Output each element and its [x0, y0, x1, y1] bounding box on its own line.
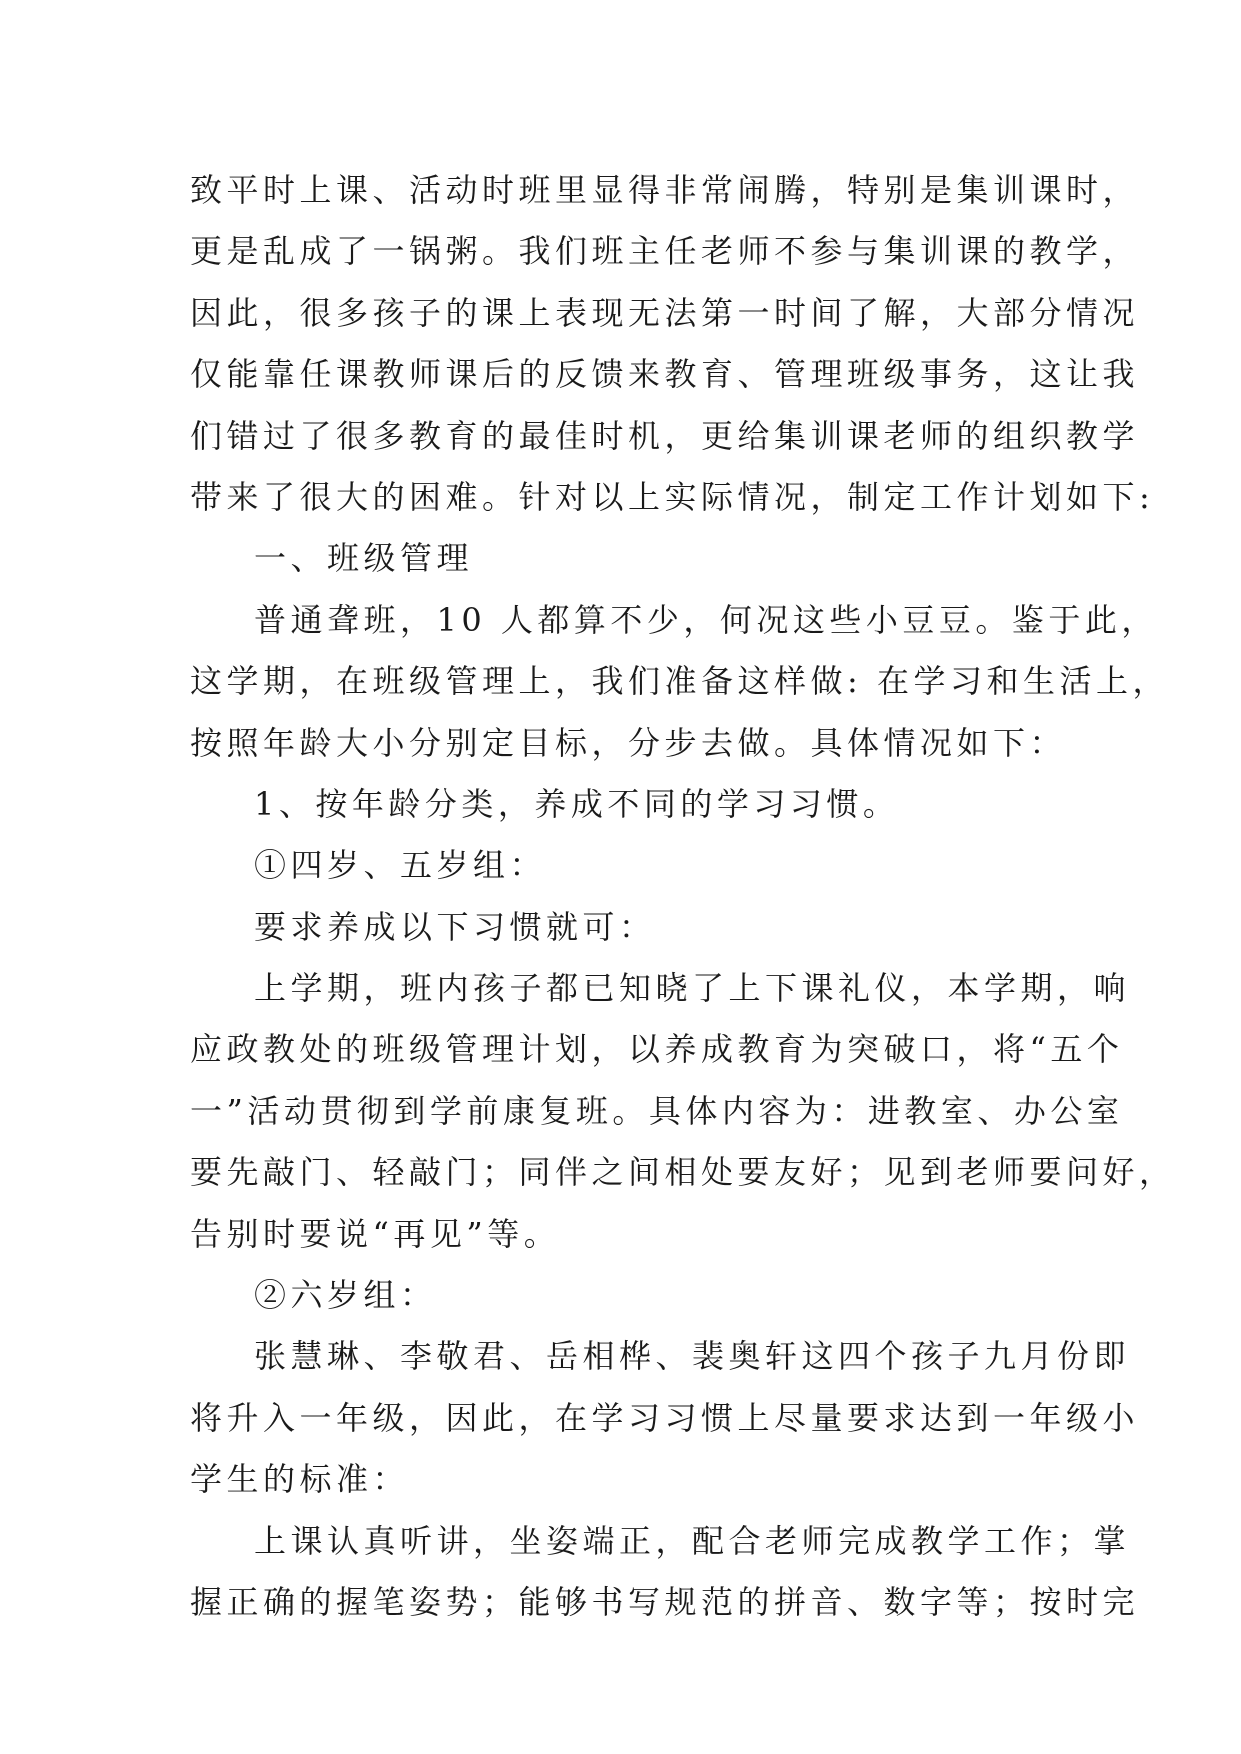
text-line: 带来了很大的困难。针对以上实际情况，制定工作计划如下:	[190, 477, 1155, 516]
text-line: 应政教处的班级管理计划，以养成教育为突破口，将“五个	[190, 1030, 1124, 1069]
text-line: 学生的标准：	[190, 1460, 410, 1499]
group-heading: ①四岁、五岁组：	[254, 846, 547, 885]
text-line: 这学期，在班级管理上，我们准备这样做: 在学习和生活上，	[190, 662, 1169, 701]
section-heading: 一、班级管理	[254, 539, 474, 578]
text-line: 普通聋班，10 人都算不少，何况这些小豆豆。鉴于此，	[254, 600, 1158, 639]
text-line: 上课认真听讲，坐姿端正，配合老师完成教学工作；掌	[254, 1521, 1131, 1560]
text-line: 致平时上课、活动时班里显得非常闹腾，特别是集训课时，	[190, 171, 1140, 209]
text-line: 要求养成以下习惯就可：	[254, 907, 656, 946]
subsection-heading: 1、按年龄分类，养成不同的学习习惯。	[254, 784, 900, 823]
text-line: 按照年龄大小分别定目标，分步去做。具体情况如下：	[190, 723, 1067, 762]
group-heading: ②六岁组：	[254, 1276, 437, 1315]
text-line: 因此，很多孩子的课上表现无法第一时间了解，大部分情况	[190, 293, 1140, 332]
text-line: 仅能靠任课教师课后的反馈来教育、管理班级事务，这让我	[190, 355, 1140, 394]
text-line: 们错过了很多教育的最佳时机，更给集训课老师的组织教学	[190, 416, 1140, 455]
text-line: 一”活动贯彻到学前康复班。具体内容为：进教室、办公室	[190, 1091, 1124, 1130]
text-line: 要先敲门、轻敲门；同伴之间相处要友好；见到老师要问好，	[190, 1153, 1176, 1192]
text-line: 握正确的握笔姿势；能够书写规范的拼音、数字等；按时完	[190, 1582, 1140, 1621]
text-line: 上学期，班内孩子都已知晓了上下课礼仪，本学期，响	[254, 969, 1131, 1008]
text-line: 将升入一年级，因此，在学习习惯上尽量要求达到一年级小	[190, 1398, 1140, 1437]
text-line: 告别时要说“再见”等。	[190, 1214, 561, 1253]
body-text	[190, 160, 1176, 1633]
text-line: 更是乱成了一锅粥。我们班主任老师不参与集训课的教学，	[190, 232, 1140, 271]
text-line: 张慧琳、李敬君、岳相桦、裴奥轩这四个孩子九月份即	[254, 1337, 1131, 1376]
